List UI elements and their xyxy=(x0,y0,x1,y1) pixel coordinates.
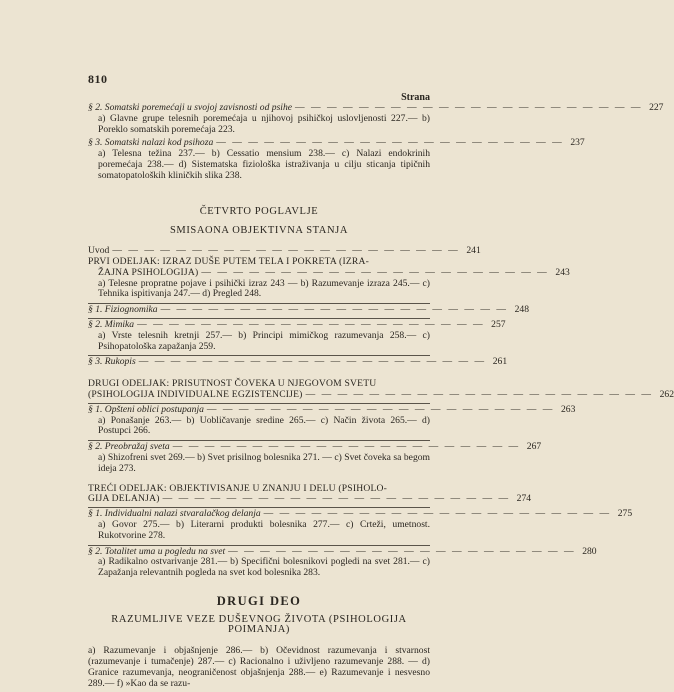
toc-entry-title: § 1. Fiziognomika xyxy=(88,304,158,316)
toc-entry-title: § 2. Preobražaj sveta xyxy=(88,441,170,453)
dot-leader: — — — — — — — — — — — — — — — — — — — — — — xyxy=(160,304,508,316)
final-paragraph: a) Razumevanje i objašnjenje 286.— b) Očevidnost razumevanja i stvarnost (razumevanje i tumačenje) 287.— c) Racionalno i uživljeno razumevanje 288. — d) Granice razumevanja, neograničenost objašnjenja 288.— e) Razumevanje i nesvesno 289.— f) »Kao da se razu- xyxy=(88,645,430,689)
strana-column-label: Strana xyxy=(401,92,430,103)
dot-leader: — — — — — — — — — — — — — — — — — — — — — — xyxy=(112,245,460,257)
part-title-line: TREĆI ODELJAK: OBJEKTIVISANJE U ZNANJU I DELU (PSIHOLO- xyxy=(88,482,388,494)
dot-leader: — — — — — — — — — — — — — — — — — — — — — — xyxy=(295,102,643,113)
part-subheading: POIMANJA) xyxy=(228,624,290,636)
part-heading: DRUGI DEO xyxy=(216,593,302,608)
toc-entry-title: § 1. Opšteni oblici postupanja xyxy=(88,403,204,415)
chapter-heading: ČETVRTO POGLAVLJE xyxy=(199,205,319,217)
toc-page-number: 280 xyxy=(582,545,597,557)
toc-entry-description: a) Telesne propratne pojave i psihički izraz 243 — b) Razumevanje izraza 245.— c) Tehnika ispitivanja 247.— d) Pregled 248. xyxy=(98,277,430,300)
page-number: 810 xyxy=(88,72,108,86)
toc-page-number: 261 xyxy=(492,356,508,368)
dot-leader: — — — — — — — — — — — — — — — — — — — — — — xyxy=(263,508,612,520)
part-title-line: PRVI ODELJAK: IZRAZ DUŠE PUTEM TELA I POKRETA (IZRA- xyxy=(88,255,370,267)
dot-leader: — — — — — — — — — — — — — — — — — — — — — — xyxy=(228,545,576,557)
part-title-line: ŽAJNA PSIHOLOGIJA) xyxy=(98,266,199,278)
toc-entry-title: § 1. Individualni nalazi stvaralačkog delanja xyxy=(88,508,261,520)
table-of-contents xyxy=(88,102,674,692)
toc-section-somatic-3 xyxy=(88,137,585,181)
dot-leader: — — — — — — — — — — — — — — — — — — — — — — xyxy=(138,356,487,368)
part-title-line: GIJA DELANJA) xyxy=(88,493,160,505)
toc-part-2 xyxy=(88,378,674,474)
toc-entry-title: § 3. Somatski nalazi kod psihoza xyxy=(88,137,214,149)
toc-entry-title: § 2. Somatski poremećaji u svojoj zavisnosti od psihe xyxy=(88,102,293,113)
dot-leader: — — — — — — — — — — — — — — — — — — — — — — xyxy=(162,493,511,505)
toc-entry-title: § 2. Totalitet uma u pogledu na svet xyxy=(88,545,226,557)
toc-page-number: 263 xyxy=(560,403,576,415)
toc-entry-title: § 3. Rukopis xyxy=(88,356,136,368)
toc-entry-description: a) Govor 275.— b) Literarni produkti bolesnika 277.— c) Crteži, umetnost. Rukotvorine 278. xyxy=(98,518,430,541)
toc-entry-title: Uvod xyxy=(88,245,110,257)
dot-leader: — — — — — — — — — — — — — — — — — — — — — — xyxy=(305,388,654,400)
toc-entry-description: a) Vrste telesnih kretnji 257.— b) Principi mimičkog razumevanja 258.— c) Psihopatološka zapažanja 259. xyxy=(98,329,430,352)
toc-page-number: 241 xyxy=(466,245,481,257)
part-title-line: (PSIHOLOGIJA INDIVIDUALNE EGZISTENCIJE) xyxy=(88,388,303,400)
dot-leader: — — — — — — — — — — — — — — — — — — — — — — xyxy=(137,318,485,330)
chapter-subheading: SMISAONA OBJEKTIVNA STANJA xyxy=(169,225,349,237)
toc-section-somatic-2 xyxy=(88,102,664,135)
toc-page-number: 248 xyxy=(514,304,529,316)
dot-leader: — — — — — — — — — — — — — — — — — — — — — — xyxy=(201,266,549,278)
toc-entry-description: a) Glavne grupe telesnih poremećaja u njihovoj psihičkoj uslovljenosti 227.— b) Poreklo somatskih poremećaja 223. xyxy=(98,112,430,135)
dot-leader: — — — — — — — — — — — — — — — — — — — — — — xyxy=(206,403,555,415)
toc-page-number: 227 xyxy=(649,102,664,113)
toc-part-1 xyxy=(88,255,570,368)
dot-leader: — — — — — — — — — — — — — — — — — — — — — — xyxy=(216,137,564,149)
toc-entry xyxy=(88,304,529,316)
toc-page-number: 243 xyxy=(555,266,570,278)
toc-part-3 xyxy=(88,482,633,579)
toc-page-number: 267 xyxy=(526,441,542,453)
dot-leader: — — — — — — — — — — — — — — — — — — — — — — xyxy=(172,441,521,453)
toc-entry xyxy=(88,356,508,368)
part-title-line: DRUGI ODELJAK: PRISUTNOST ČOVEKA U NJEGOVOM SVETU xyxy=(88,378,377,390)
part-subheading: RAZUMLJIVE VEZE DUŠEVNOG ŽIVOTA (PSIHOLOGIJA xyxy=(111,613,407,625)
toc-page-number: 262 xyxy=(659,388,674,400)
toc-entry-description: a) Shizofreni svet 269.— b) Svet prisilnog bolesnika 271. — c) Svet čoveka sa begom ideja 273. xyxy=(98,451,430,474)
toc-entry xyxy=(88,403,576,416)
toc-entry-description: a) Radikalno ostvarivanje 281.— b) Specifični bolesnikovi pogledi na svet 281.— c) Zapažanja relevantnih pogleda na svet kod bolesnika 283. xyxy=(98,556,430,579)
toc-page-number: 257 xyxy=(491,318,506,330)
toc-page-number: 275 xyxy=(617,508,633,520)
toc-page-number: 237 xyxy=(570,137,585,149)
toc-entry-description: a) Telesna težina 237.— b) Cessatio mensium 238.— c) Nalazi endokrinih poremećaja 238.— d) Sistematska fiziološka istraživanja u cilju sticanja tipičnih somatopatoloških kliničkih slika 238. xyxy=(98,148,430,181)
toc-entry-title: § 2. Mimika xyxy=(88,318,135,330)
toc-entry-description: a) Ponašanje 263.— b) Uobličavanje sredine 265.— c) Način života 265.— d) Postupci 266. xyxy=(98,414,430,437)
toc-page-number: 274 xyxy=(516,493,532,505)
